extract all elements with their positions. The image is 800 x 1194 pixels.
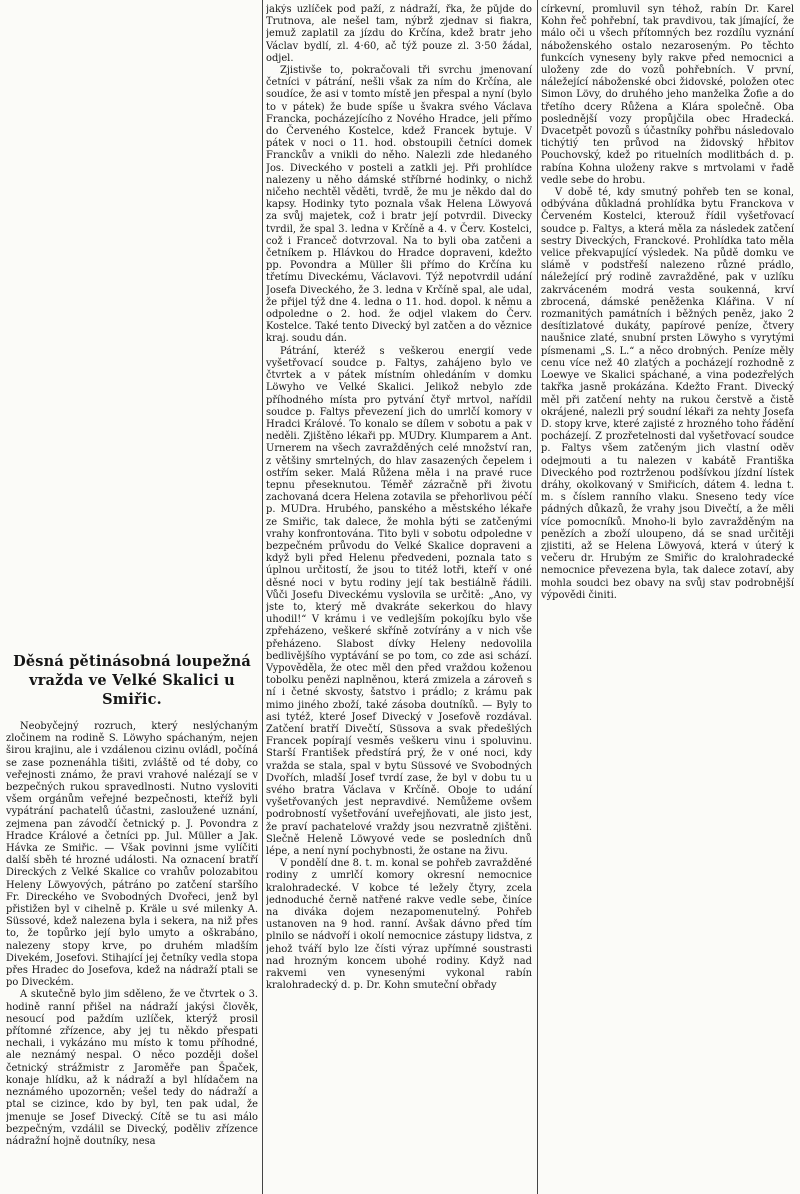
paragraph: V době té, kdy smutný pohřeb ten se konal, odbývána důkladná prohlídka bytu Franckova v Červeném Kostelci, kterouž řídil vyšetřovací soudce p. Faltys, a která měla za následek zatčení sestry Diveckých, Franckové. Prohlídka tato měla velice překvapující výsledek. Na půdě domku ve slámě v podstřeší nalezeno různé prádlo, náležející prý rodině zavražděné, pak v uzlíku zakrváceném modrá vesta soukenná, krví zbrocená, dámské peněženka Klářina. V ní rozmanitých památních i běžných peněz, jako 2 desítizlatové dukáty, papírové peníze, čtvery naušnice zlaté, snubní prsten Löwyho s vyrytými písmenami „S. L.“ a něco drobných. Peníze měly cenu více než 40 zlatých a pocházejí rozhodně z Loewye ve Skalici spáchané, a vina podezřelých takřka jasně prokázána. Kdežto Frant. Divecký měl při zatčení nehty na rukou čerstvě a čistě okrájené, nalezli prý soudní lékaři za nehty Josefa D. stopy krve, které zajisté z hrozného toho řádění pocházejí. Z prozřetelnosti dal vyšetřovací soudce p. Faltys všem zatčeným jich vlastní oděv odejmouti a tu nalezen v kabátě Františka Diveckého pod roztrženou podšívkou jízdní lístek dráhy, okolkovaný v Smiřicích, dátem 4. ledna t. m. s číslem ranního vlaku. Sneseno tedy více pádných důkazů, že vrahy jsou Divečtí, a že měli více pomocníků. Mnoho-li bylo zavražděným na penězích a zboží uloupeno, dá se snad určitěji zjistiti, až se Helena Löwyová, která v úterý k večeru dr. Hrubým ze Smiřic do kralohradecké nemocnice převezena byla, tak dalece zotaví, aby mohla soudci bez obavy na svůj stav podrobnější výpovědi činiti. bbox=[541, 187, 794, 601]
paragraph: V pondělí dne 8. t. m. konal se pohřeb zavražděné rodiny z umrlčí komory okresní nemocnice kralohradecké. V kobce té ležely čtyry, zcela jednoduché černě natřené rakve vedle sebe, činíce na diváka dojem nezapomenutelný. Pohřeb ustanoven na 9 hod. ranní. Avšak dávno před tím plnilo se nádvoří i okolí nemocnice zástupy lidstva, z jehož tváří bylo lze čísti výraz upřímné soustrasti nad hrozným koncem ubohé rodiny. Když nad rakvemi ven vynesenými vykonal rabín kralohradecký d. p. Dr. Kohn smuteční obřady bbox=[266, 858, 532, 992]
column-rule bbox=[262, 0, 263, 1194]
column-3 bbox=[541, 4, 794, 1188]
paragraph: církevní, promluvil syn téhož, rabín Dr. Karel Kohn řeč pohřební, tak pravdivou, tak jímající, že málo oči u všech přítomných bez rozdílu vyznání náboženského ostalo nezaroseným. Po těchto funkcích vyneseny byly rakve před nemocnici a uloženy zde do vozů pohřebních. V první, náležející náboženské obci židovské, položen otec Simon Lövy, do druhého jeho manželka Žofie a do třetího dcery Růžena a Klára společně. Oba poslednější vozy propůjčila obec Hradecká. Dvacetpět povozů s účastníky pohřbu následovalo tichýtiý ten průvod na židovský hřbitov Pouchovský, kdež po rituelních modlitbách d. p. rabína Kohna uloženy rakve s mrtvolami v řadě vedle sebe do hrobu. bbox=[541, 4, 794, 186]
column-1 bbox=[6, 4, 258, 1188]
paragraph: Pátrání, kteréž s veškerou energií vede vyšetřovací soudce p. Faltys, zahájeno bylo ve čtvrtek a v pátek místním ohledáním v domku Löwyho ve Velké Skalici. Jelikož nebylo zde příhodného místa pro pytvání čtyř mrtvol, nařídil soudce p. Faltys převezení jich do umrlčí komory v Hradci Králové. To konalo se dílem v sobotu a pak v neděli. Zjištěno lékaři pp. MUDry. Klumparem a Ant. Urnerem na všech zavražděných celé množství ran, z většiny smrtelných, do hlav zasazených čepelem i ostřím seker. Malá Růžena měla i na pravé ruce tepnu přeseknutou. Téměř zázračně při životu zachovaná dcera Helena zotavila se přehorlivou péčí p. MUDra. Hrubého, panského a městského lékaře ze Smiřic, tak dalece, že mohla býti se zatčenými vrahy konfrontována. Tito byli v sobotu odpoledne v bezpečném průvodu do Velké Skalice dopraveni a když byli před Helenu předvedeni, poznala tato s úplnou určitostí, že jsou to titéž lotři, kteří v oné děsné noci v bytu rodiny její tak bestiálně řádili. Vůči Josefu Diveckému vyslovila se určitě: „Ano, vy jste to, který mě dvakráte sekerkou do hlavy uhodil!“ V krámu i ve vedlejším pokojíku bylo vše zpřeházeno, veškeré skříně zotvírány a v nich vše přeházeno. Slabost dívky Heleny nedovolila bedlivějšího vyptávání se po tom, co zde asi schází. Vypověděla, že otec měl den před vraždou koženou tobolku penězi naplněnou, která zmizela a zároveň s ní i četné skvosty, šatstvo i prádlo; z krámu pak mimo jiného zboží, také zásoba doutníků. — Byly to asi tytéž, které Josef Divecký v Josefově rozdával. Zatčení bratří Divečtí, Süssova a svak předešlých Francek popírají vesměs veškeru vinu i spoluvinu. Starší František předstírá prý, že v oné noci, kdy vražda se stala, spal v bytu Süssové ve Svobodných Dvořích, mladší Josef tvrdí zase, že byl v dobu tu u svého bratra Václava v Krčíně. Oboje to udání vyšetřovaných jest nepravdivé. Nemůžeme ovšem podrobností vyšetřování uveřejňovati, ale jisto jest, že praví pachatelové vraždy jsou nezvratně zjištěni. Slečně Heleně Löwyové vede se posledních dnů lépe, a není nyní pochybnosti, že ostane na živu. bbox=[266, 345, 532, 858]
paragraph: A skutečně bylo jim sděleno, že ve čtvrtek o 3. hodině ranní přišel na nádraží jakýsi člověk, nesoucí pod paždím uzlíček, kterýž prosil přítomné zřízence, aby jej tu někdo přespati nechali, i vykázáno mu místo k tomu příhodné, ale neznámý nespal. O něco později došel četnický strážmistr z Jaroměře pan Špaček, konaje hlídku, až k nádraží a byl hlídačem na neznámého upozorněn; vešel tedy do nádraží a ptal se cizince, kdo by byl, ten pak udal, že jmenuje se Josef Divecký. Cítě se tu asi málo bezpečným, vzdálil se Divecký, poděliv zřízence nádražní hojně doutníky, nesa bbox=[6, 989, 258, 1147]
column-rule bbox=[537, 0, 538, 1194]
paragraph: Neobyčejný rozruch, který neslýchaným zločinem na rodině S. Löwyho spáchaným, nejen širou krajinu, ale i vzdálenou cizinu ovládl, počíná se zase poznenáhla tišiti, zvláště od té doby, co veřejnosti známo, že pravi vrahové nalézají se v bezpečných rukou spravedlnosti. Nutno vysloviti všem orgánům veřejné bezpečnosti, kteříž byli vypátrání pachatelů účastni, zasloužené uznání, zejmena pan závodčí četnický p. J. Povondra z Hradce Králové a četníci pp. Jul. Müller a Jak. Hávka ze Smiřic. — Však povinni jsme vylíčiti další sběh té hrozné události. Na oznacení bratří Direckých z Velké Skalice co vrahův polozabitou Heleny Löwyových, pátráno po zatčení staršího Fr. Direckého ve Svobodných Dvořeci, jenž byl přistižen byl v cihelně p. Kräle u své milenky A. Süssové, kdež nalezena byla i sekera, na niž přes to, že topůrko její bylo umyto a oškrabáno, nalezeny stopy krve, po druhém mladším Divekém, Josefovi. Stihající jej četníky vedla stopa přes Hradec do Josefova, kdež na nádraží ptali se po Diveckém. bbox=[6, 721, 258, 989]
column-1-top-space bbox=[6, 4, 258, 652]
paragraph: jakýs uzlíček pod paží, z nádraží, řka, že půjde do Trutnova, ale nešel tam, nýbrž zjednav si fiakra, jemuž zaplatil za jízdu do Krčína, kdež bratr jeho Václav bydlí, zl. 4·60, ač týž pouze zl. 3·50 žádal, odjel. bbox=[266, 4, 532, 64]
article-headline: Děsná pětinásobná loupežná vražda ve Velké Skalici u Smiřic. bbox=[13, 653, 251, 708]
column-1-body bbox=[6, 721, 258, 1148]
column-2 bbox=[266, 4, 532, 1188]
paragraph: Zjistivše to, pokračovali tři svrchu jmenovaní četníci v pátrání, nešli však za ním do Krčína, ale soudíce, že asi v tomto místě jen přespal a nyní (bylo to v pátek) že bude spíše u švakra svého Václava Francka, pocházejícího z Nového Hradce, jeli přímo do Červeného Kostelce, kdež Francek bytuje. V pátek v noci o 11. hod. obstoupili četníci domek Franckův a vnikli do něho. Nalezli zde hledaného Jos. Diveckého v posteli a zatkli jej. Při prohlídce nalezeny u něho dámské stříbrné hodinky, o nichž ničeho nechtěl věděti, tvrdě, že mu je někdo dal do kapsy. Hodinky tyto poznala však Helena Löwyová za svůj majetek, což i bratr její potvrdil. Divecky tvrdil, že spal 3. ledna v Krčíně a 4. v Červ. Kostelci, což i Franceč dotvrzoval. Na to byli oba zatčeni a četníkem p. Hlávkou do Hradce dopraveni, kdežto pp. Povondra a Müller šli přímo do Krčína ku třetímu Diveckému, Václavovi. Týž nepotvrdil udání Josefa Diveckého, že 3. ledna v Krčíně spal, ale udal, že přijel týž dne 4. ledna o 11. hod. dopol. k němu a odpoledne o 2. hod. že odjel vlakem do Červ. Kostelce. Také tento Divecký byl zatčen a do věznice kraj. soudu dán. bbox=[266, 65, 532, 345]
